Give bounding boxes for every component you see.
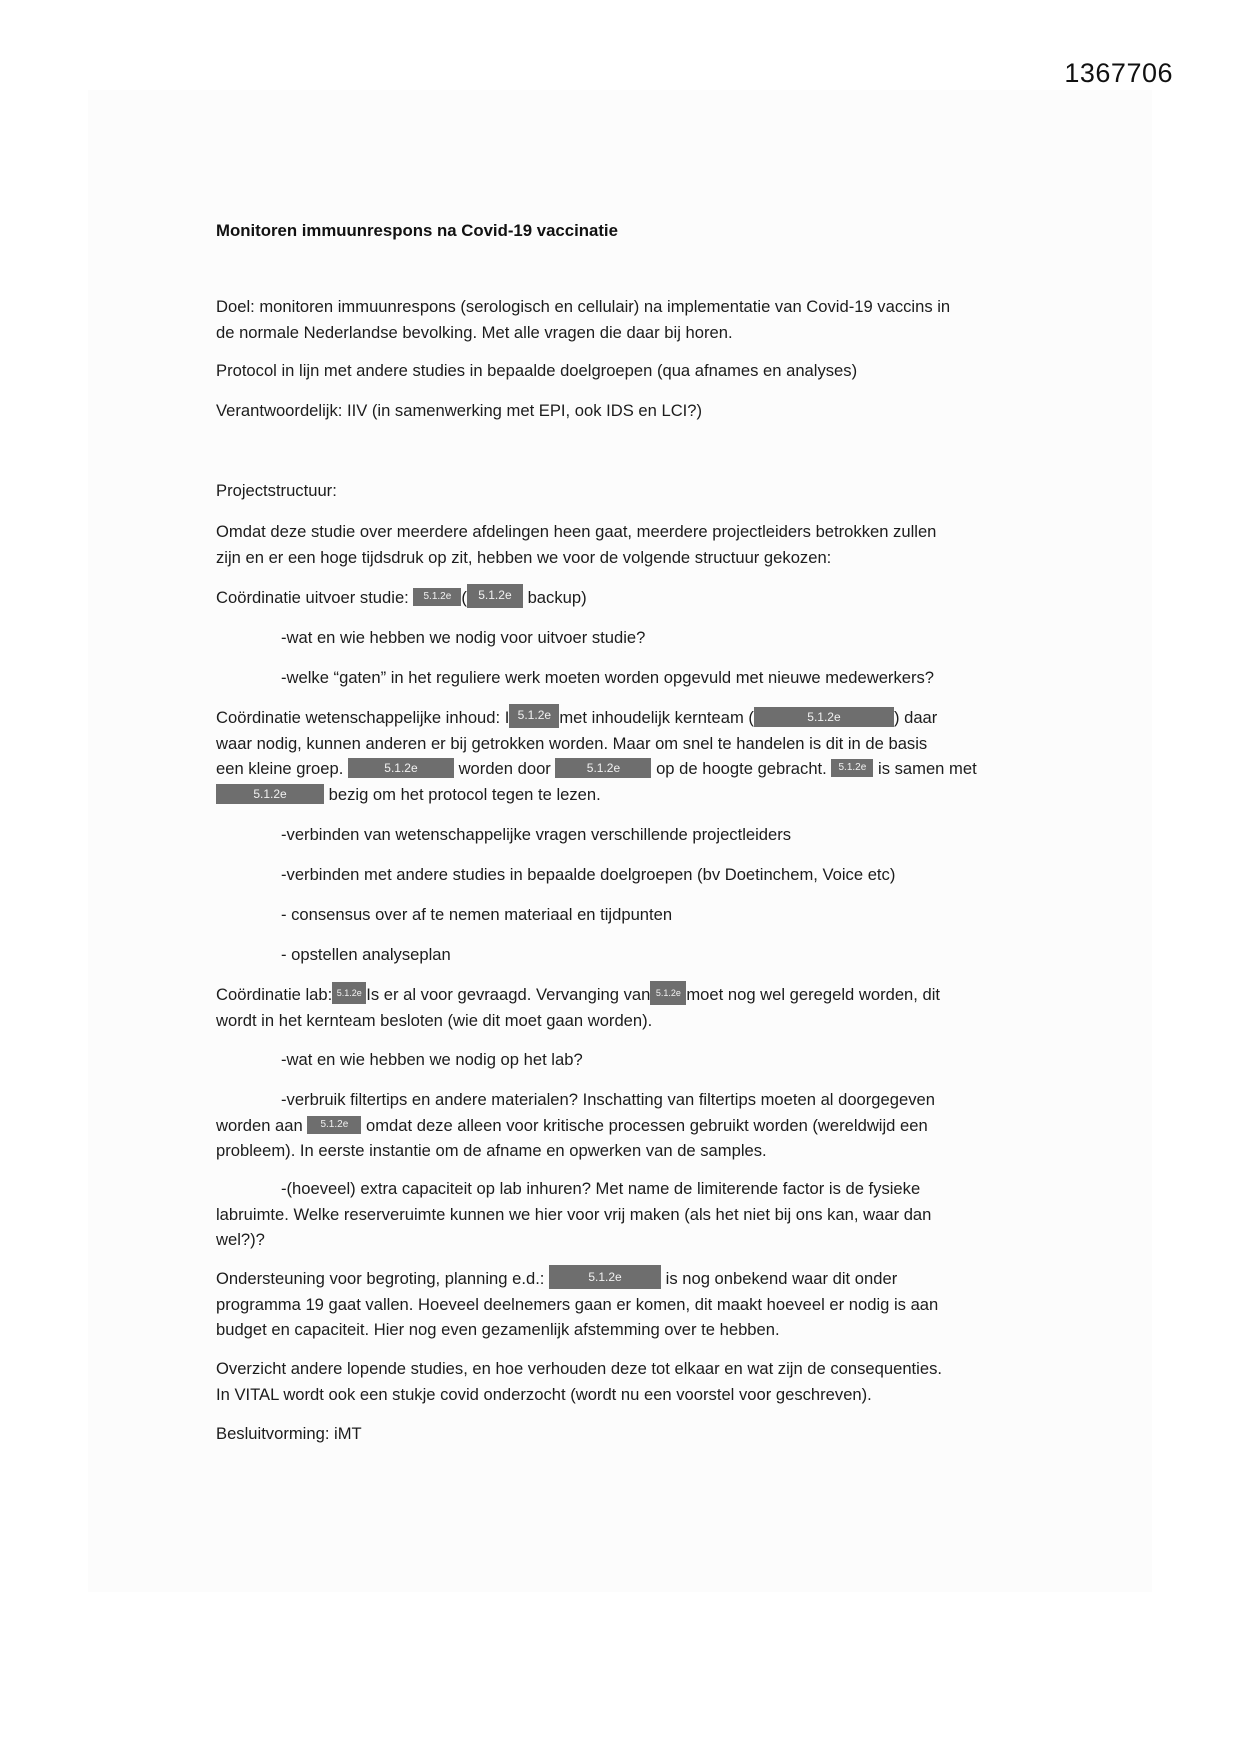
redaction-box: 5.1.2e	[216, 784, 324, 804]
redaction-box: 5.1.2e	[332, 982, 366, 1004]
paragraph-ondersteuning: Ondersteuning voor begroting, planning e.d.: 5.1.2e is nog onbekend waar dit onder programma 19 gaat vallen. Hoeveel deelnemers gaan er komen, dit maakt hoeveel er nodig is aan budget en capaciteit. Hier nog even gezamenlijk afstemming over te hebben.	[216, 1266, 1046, 1343]
paragraph-coordinatie-uitvoer: Coördinatie uitvoer studie: 5.1.2e ( 5.1.2e backup)	[216, 585, 1046, 611]
redaction-box: 5.1.2e	[555, 758, 651, 778]
redaction-box: 5.1.2e	[348, 758, 454, 778]
redaction-box: 5.1.2e	[307, 1116, 361, 1134]
paragraph-coordinatie-wetenschap: Coördinatie wetenschappelijke inhoud: I 5.1.2e met inhoudelijk kernteam ( 5.1.2e ) daar waar nodig, kunnen anderen er bij getrokken worden. Maar om snel te handelen is dit in de basis een kleine groep. 5.1.2e worden door 5.1.2e op de hoogte gebracht. 5.1.2e is samen met 5.1.2e bezig om het protocol tegen te lezen.	[216, 705, 1046, 807]
redaction-box: 5.1.2e	[549, 1265, 661, 1289]
document-title: Monitoren immuunrespons na Covid-19 vaccinatie	[216, 221, 618, 240]
paragraph-besluitvorming: Besluitvorming: iMT	[216, 1424, 362, 1443]
bullet-item: - opstellen analyseplan	[281, 945, 451, 964]
paragraph-omdat: Omdat deze studie over meerdere afdelingen heen gaat, meerdere projectleiders betrokken zullen zijn en er een hoge tijdsdruk op zit, hebben we voor de volgende structuur gekozen:	[216, 522, 937, 567]
redaction-box: 5.1.2e	[509, 704, 559, 728]
document-number: 1367706	[1064, 58, 1173, 88]
bullet-item: - consensus over af te nemen materiaal en tijdpunten	[281, 905, 673, 924]
paragraph-overzicht: Overzicht andere lopende studies, en hoe verhouden deze tot elkaar en wat zijn de consequenties. In VITAL wordt ook een stukje covid onderzocht (wordt nu een voorstel voor geschreven).	[216, 1359, 942, 1404]
redaction-box: 5.1.2e	[467, 584, 523, 608]
redaction-box: 5.1.2e	[754, 707, 894, 727]
redaction-box: 5.1.2e	[831, 759, 873, 777]
bullet-item: -wat en wie hebben we nodig voor uitvoer studie?	[281, 628, 646, 647]
paragraph-capaciteit: -(hoeveel) extra capaciteit op lab inhuren? Met name de limiterende factor is de fysieke labruimte. Welke reserveruimte kunnen we hier voor vrij maken (als het niet bij ons kan, waar dan wel?)?	[216, 1179, 932, 1249]
redaction-box: 5.1.2e	[413, 588, 461, 606]
paragraph-protocol: Protocol in lijn met andere studies in bepaalde doelgroepen (qua afnames en analyses)	[216, 361, 858, 380]
heading-projectstructuur: Projectstructuur:	[216, 481, 337, 500]
paragraph-filtertips: -verbruik filtertips en andere materialen? Inschatting van filtertips moeten al doorgegeven worden aan 5.1.2e omdat deze alleen voor kritische processen gebruikt worden (wereldwijd een probleem). In eerste instantie om de afname en opwerken van de samples.	[216, 1090, 935, 1160]
bullet-item: -wat en wie hebben we nodig op het lab?	[281, 1050, 583, 1069]
paragraph-verantwoordelijk: Verantwoordelijk: IIV (in samenwerking met EPI, ook IDS en LCI?)	[216, 401, 703, 420]
bullet-item: -verbinden met andere studies in bepaalde doelgroepen (bv Doetinchem, Voice etc)	[281, 865, 896, 884]
bullet-item: -welke “gaten” in het reguliere werk moeten worden opgevuld met nieuwe medewerkers?	[281, 668, 935, 687]
paragraph-doel: Doel: monitoren immuunrespons (serologisch en cellulair) na implementatie van Covid-19 vaccins in de normale Nederlandse bevolking. Met alle vragen die daar bij horen.	[216, 297, 951, 342]
paragraph-coordinatie-lab: Coördinatie lab: 5.1.2e Is er al voor gevraagd. Vervanging van 5.1.2e moet nog wel geregeld worden, dit wordt in het kernteam besloten (wie dit moet gaan worden).	[216, 982, 1046, 1033]
bullet-item: -verbinden van wetenschappelijke vragen verschillende projectleiders	[281, 825, 792, 844]
redaction-box: 5.1.2e	[650, 981, 686, 1005]
